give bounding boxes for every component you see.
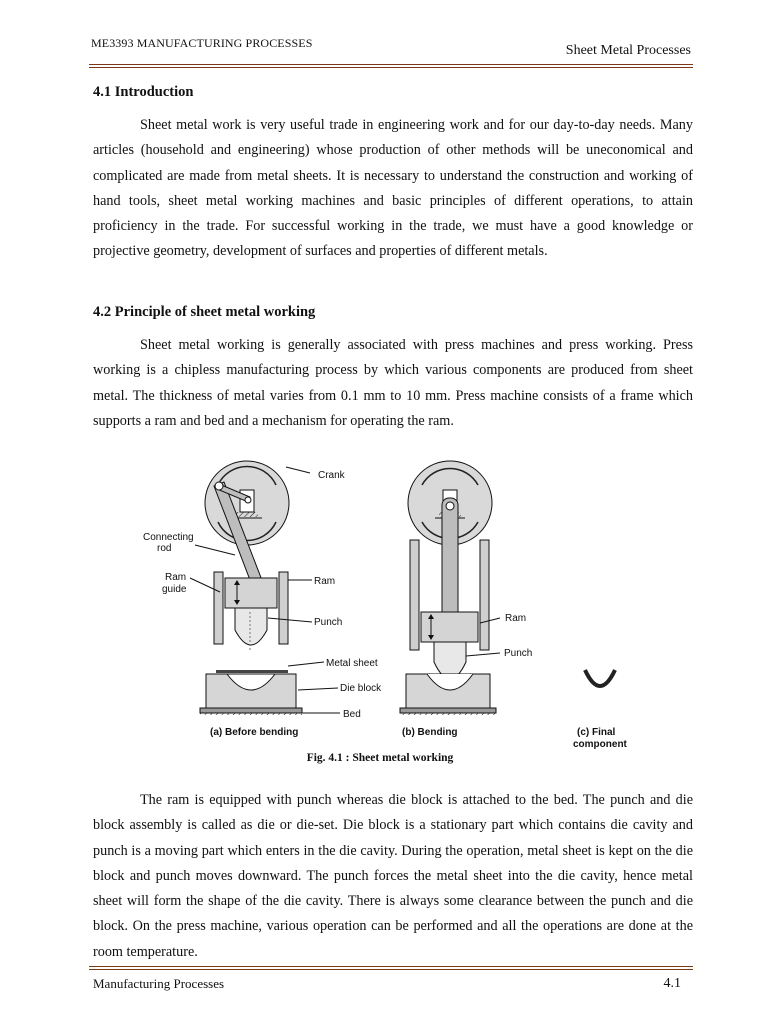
caption-c-2: component	[573, 739, 627, 750]
label-ram-guide-1: Ram	[165, 572, 187, 583]
header-rule	[89, 64, 693, 65]
section-heading-intro: 4.1 Introduction	[93, 84, 194, 100]
final-component	[585, 670, 615, 686]
ram-a	[225, 578, 277, 608]
punch-a	[235, 608, 267, 645]
closing-paragraph: The ram is equipped with punch whereas die block is attached to the bed. The punch and die block assembly is called as die or die-set. Die block is a stationary part which contains die cavity and punch is a moving part which enters in the die cavity. During the operation, metal sheet is kept on the die block and punch moves downward. The punch forces the metal sheet into the die cavity, hence metal sheet will form the shape of the die cavity. There is always some clearance between the punch and die block. On the press machine, various operation can be performed and all the operations are done at the room temperature.	[93, 792, 693, 960]
footer-title: Manufacturing Processes	[93, 976, 225, 991]
die-block-a	[206, 674, 296, 708]
label-punch-b: Punch	[504, 648, 533, 659]
label-ram-b: Ram	[505, 613, 527, 624]
label-connecting-rod-2: rod	[157, 543, 172, 554]
label-ram-guide-2: guide	[162, 584, 187, 595]
ram-guide-right-a	[279, 572, 288, 644]
caption-b: (b) Bending	[402, 727, 458, 738]
label-ram-a: Ram	[314, 576, 336, 587]
section-heading-principle: 4.2 Principle of sheet metal working	[93, 304, 316, 320]
intro-paragraph: Sheet metal work is very useful trade in engineering work and for our day-to-day needs. Many articles (household and engineering) whose production of other methods will be uneconomical and complicated are made from metal sheets. It is necessary to understand the construction and working of hand tools, sheet metal working machines and basic principles of different operations, to attain proficiency in the trade. For successful working in the trade, we must have a good knowledge or projective geometry, development of surfaces and properties of different metals.	[93, 117, 693, 260]
label-metal-sheet: Metal sheet	[326, 658, 378, 669]
section-closing	[93, 788, 693, 965]
section-principle	[93, 304, 693, 434]
footer-rule-2	[89, 969, 693, 970]
footer-rule	[89, 966, 693, 967]
header-rule-2	[89, 67, 693, 68]
label-punch-a: Punch	[314, 617, 343, 628]
punch-b	[434, 642, 466, 679]
ram-guide-right-b	[480, 540, 489, 650]
section-intro	[93, 84, 693, 265]
label-crank: Crank	[318, 470, 345, 481]
caption-a: (a) Before bending	[210, 727, 299, 738]
label-die-block: Die block	[340, 683, 382, 694]
sheet-metal-figure	[140, 440, 650, 755]
connecting-rod-b	[442, 498, 458, 624]
ram-guide-left-b	[410, 540, 419, 650]
caption-c-1: (c) Final	[577, 727, 616, 738]
figure-caption: Fig. 4.1 : Sheet metal working	[306, 752, 454, 764]
bed-a	[200, 708, 302, 713]
label-bed: Bed	[343, 709, 361, 720]
bed-b	[400, 708, 496, 713]
ram-guide-left-a	[214, 572, 223, 644]
label-connecting-rod-1: Connecting	[143, 532, 194, 543]
metal-sheet-a	[216, 670, 288, 673]
principle-paragraph: Sheet metal working is generally associated with press machines and press working. Press working is a chipless manufacturing process by which various components are produced from sheet metal. The thickness of metal varies from 0.1 mm to 10 mm. Press machine consists of a frame which supports a ram and bed and a mechanism for operating the ram.	[93, 337, 693, 429]
page-number: 4.1	[663, 976, 681, 991]
header-course: ME3393 MANUFACTURING PROCESSES	[91, 36, 313, 50]
header-chapter: Sheet Metal Processes	[565, 43, 691, 58]
